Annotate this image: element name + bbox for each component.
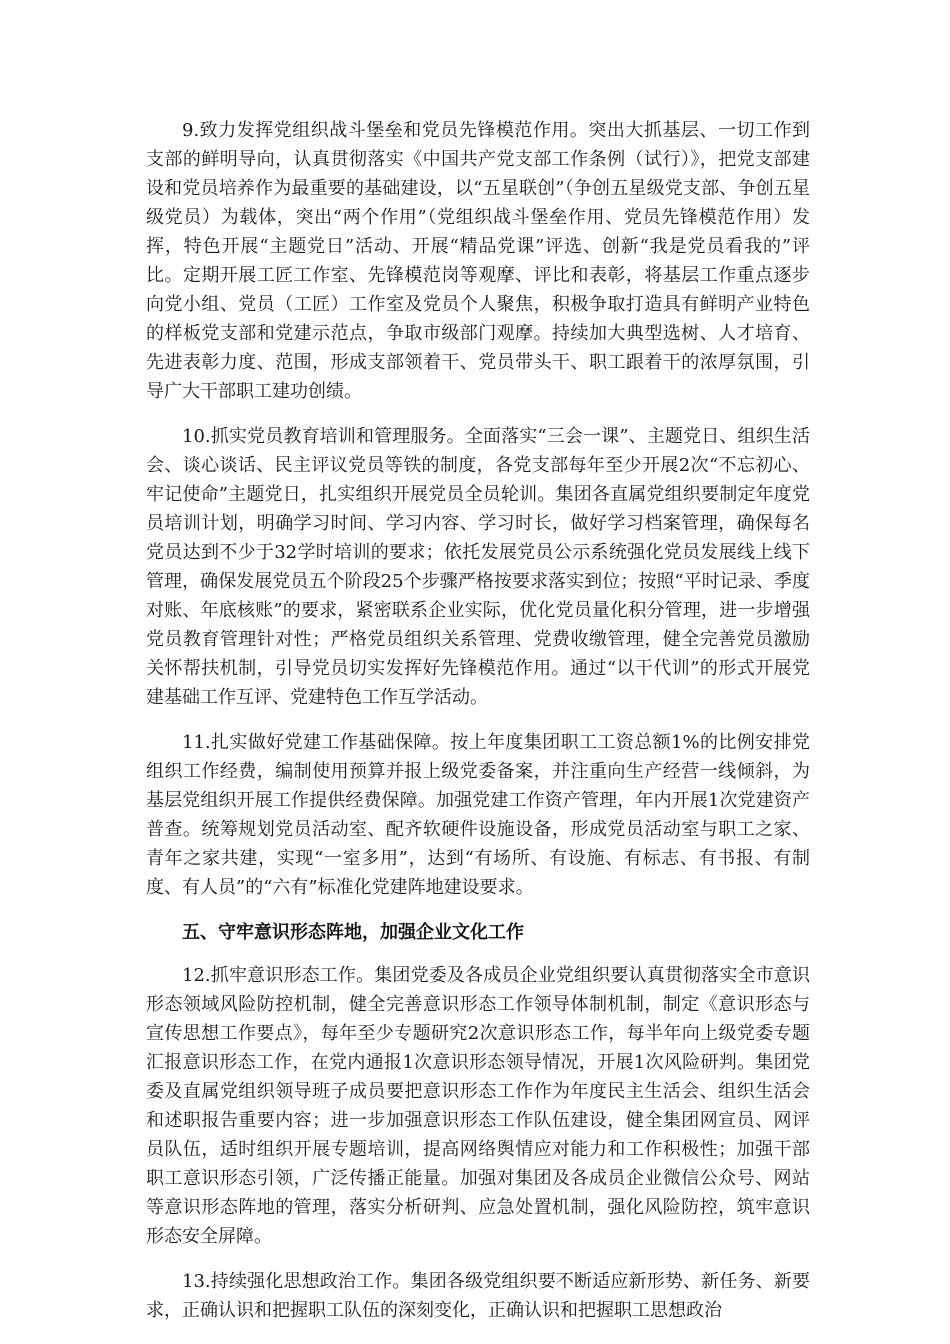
paragraph-11: 11.扎实做好党建工作基础保障。按上年度集团职工工资总额1%的比例安排党组织工作经费，编制使用预算并报上级党委备案，并注重向生产经营一线倾斜，为基层党组织开展工作提供经费保障。加强党建工作资产管理，年内开展1次党建资产普查。统筹规划党员活动室、配齐软硬件设施设备，形成党员活动室与职工之家、青年之家共建，实现“一室多用”，达到“有场所、有设施、有标志、有书报、有制度、有人员”的“六有”标准化党建阵地建设要求。	[146, 732, 810, 898]
paragraph-13: 13.持续强化思想政治工作。集团各级党组织要不断适应新形势、新任务、新要求，正确认识和把握职工队伍的深刻变化，正确认识和把握职工思想政治	[146, 1271, 810, 1321]
document-body	[146, 116, 810, 1341]
paragraph-12: 12.抓牢意识形态工作。集团党委及各成员企业党组织要认真贯彻落实全市意识形态领域风险防控机制，健全完善意识形态工作领导体制机制，制定《意识形态与宣传思想工作要点》，每年至少专题研究2次意识形态工作，每半年向上级党委专题汇报意识形态工作，在党内通报1次意识形态领导情况，开展1次风险研判。集团党委及直属党组织领导班子成员要把意识形态工作作为年度民主生活会、组织生活会和述职报告重要内容；进一步加强意识形态工作队伍建设，健全集团网宣员、网评员队伍，适时组织开展专题培训，提高网络舆情应对能力和工作积极性；加强干部职工意识形态引领，广泛传播正能量。加强对集团及各成员企业微信公众号、网站等意识形态阵地的管理，落实分析研判、应急处置机制，强化风险防控，筑牢意识形态安全屏障。	[146, 965, 810, 1247]
paragraph-9: 9.致力发挥党组织战斗堡垒和党员先锋模范作用。突出大抓基层、一切工作到支部的鲜明导向，认真贯彻落实《中国共产党支部工作条例（试行）》，把党支部建设和党员培养作为最重要的基础建设，以“五星联创”（争创五星级党支部、争创五星级党员）为载体，突出“两个作用”（党组织战斗堡垒作用、党员先锋模范作用）发挥，特色开展“主题党日”活动、开展“精品党课”评选、创新“我是党员看我的”评比。定期开展工匠工作室、先锋模范岗等观摩、评比和表彰，将基层工作重点逐步向党小组、党员（工匠）工作室及党员个人聚焦，积极争取打造具有鲜明产业特色的样板党支部和党建示范点，争取市级部门观摩。持续加大典型选树、人才培育、先进表彰力度、范围，形成支部领着干、党员带头干、职工跟着干的浓厚氛围，引导广大干部职工建功创绩。	[146, 120, 810, 402]
section-heading-5: 五、守牢意识形态阵地，加强企业文化工作	[182, 922, 524, 943]
paragraph-10: 10.抓实党员教育培训和管理服务。全面落实“三会一课”、主题党日、组织生活会、谈心谈话、民主评议党员等铁的制度，各党支部每年至少开展2次“不忘初心、牢记使命”主题党日，扎实组织开展党员全员轮训。集团各直属党组织要制定年度党员培训计划，明确学习时间、学习内容、学习时长，做好学习档案管理，确保每名党员达到不少于32学时培训的要求；依托发展党员公示系统强化党员发展线上线下管理，确保发展党员五个阶段25个步骤严格按要求落实到位；按照“平时记录、季度对账、年底核账”的要求，紧密联系企业实际，优化党员量化积分管理，进一步增强党员教育管理针对性；严格党员组织关系管理、党费收缴管理，健全完善党员激励关怀帮扶机制，引导党员切实发挥好先锋模范作用。通过“以干代训”的形式开展党建基础工作互评、党建特色工作互学活动。	[146, 426, 810, 708]
